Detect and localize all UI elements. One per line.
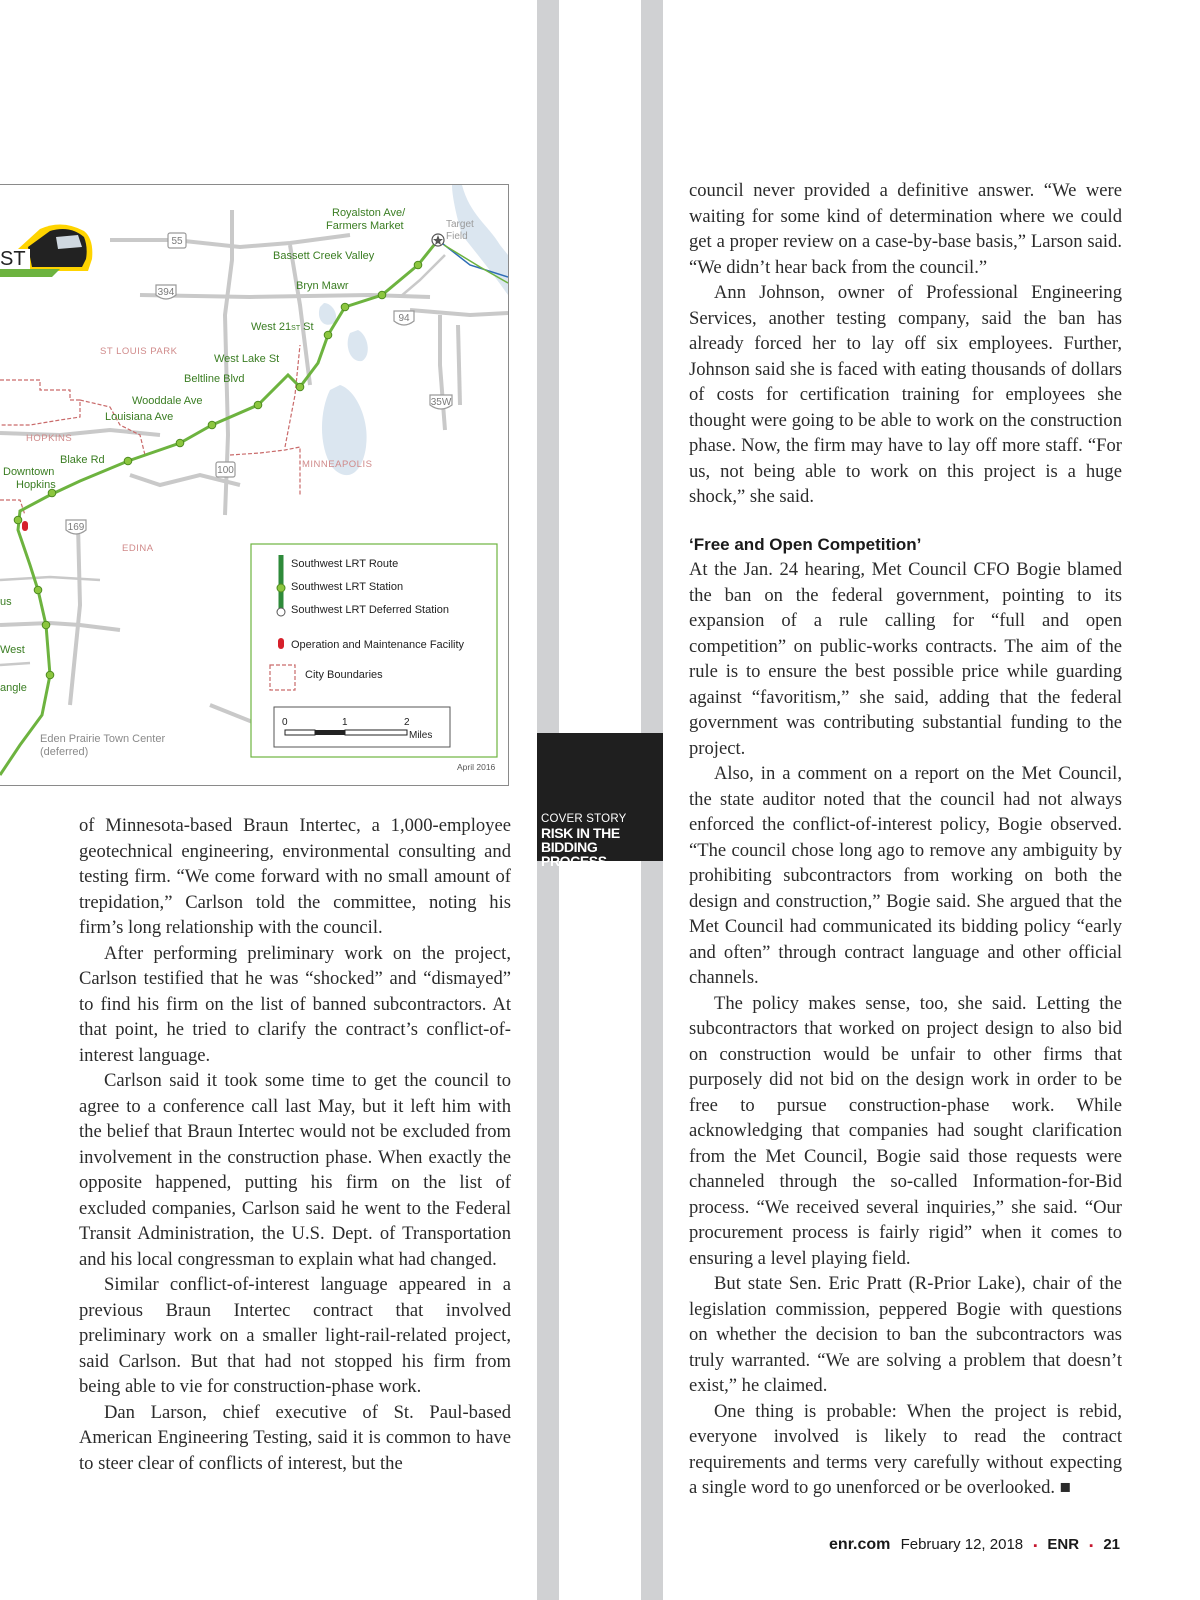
scale-bar-box [274, 707, 450, 747]
label-bryn-mawr: Bryn Mawr [296, 280, 349, 292]
left-paragraph: Similar conflict-of-interest language appeared in a previous Braun Intertec contract that involved preliminary work on a smaller light-rail-related project, said Carlson. But that had not stopped his firm from being able to vie for construction-phase work. [79, 1274, 511, 1397]
cover-story-kicker: COVER STORY [541, 813, 627, 825]
page-footer [829, 1536, 1120, 1554]
map-canvas [0, 185, 508, 785]
shield-55: 55 [171, 236, 183, 247]
label-eden-prairie: Eden Prairie Town Center [40, 733, 166, 745]
legend-deferred-label: Southwest LRT Deferred Station [291, 604, 449, 616]
right-paragraph: One thing is probable: When the project is rebid, everyone involved is likely to read the contract requirements and terms very carefully without expecting a single word to go unenforced or be overlooked. ■ [689, 1400, 1122, 1498]
right-paragraph: Also, in a comment on a report on the Met Council, the state auditor noted that the council had not always enforced the conflict-of-interest policy, Bogie observed. “The council chose long ago to remove any ambiguity by prohibiting subcontractors from working on both the design and construction,” Bogie said. She argued that the Met Council had communicated its bidding policy “early and often” through contract language and other official channels. [689, 763, 1122, 988]
station-dot-royalston [414, 261, 422, 269]
station-dot-beltline [254, 401, 262, 409]
left-paragraph: Dan Larson, chief executive of St. Paul-based American Engineering Testing, said it is common to have to steer clear of conflicts of interest, but the [79, 1401, 511, 1474]
left-paragraph: of Minnesota-based Braun Intertec, a 1,000-employee geotechnical engineering, environmental consulting and testing firm. “We come forward with no small amount of trepidation,” Carlson told the committee, noting his firm’s long relationship with the council. [79, 815, 511, 938]
highway-shields [66, 233, 452, 534]
footer-bullet: ▪ [1089, 1540, 1094, 1552]
station-dot-bassett [378, 291, 386, 299]
left-paragraph: After performing preliminary work on the project, Carlson testified that he was “shocked” and “dismayed” to find his firm on the list of banned subcontractors. At that point, he tried to clarify the contract’s conflict-of-interest language. [79, 942, 511, 1066]
label-eden-prairie-2: (deferred) [40, 746, 89, 758]
station-dot-west [42, 621, 50, 629]
label-minneapolis: MINNEAPOLIS [302, 459, 373, 470]
station-dot-blake [124, 457, 132, 465]
label-angle-fragment: angle [0, 682, 27, 694]
right-paragraph: council never provided a definitive answer. “We were waiting for some kind of determination where we could get a proper review on a case-by-base basis,” Larson said. “We didn’t hear back from the council.” [689, 180, 1122, 278]
station-dot-shady-oak [14, 516, 22, 524]
right-paragraph: But state Sen. Eric Pratt (R-Prior Lake), chair of the legislation commission, peppered Bogie with questions on whether the decision to ban the subcontractors was truly warranted. “We are solving a problem that doesn’t exist,” he claimed. [689, 1273, 1122, 1396]
right-paragraph: Ann Johnson, owner of Professional Engineering Services, another testing company, said the ban has already forced her to lay off six employees. Further, Johnson said she is faced with eating thousands of dollars of costs for certification training for employees she thought were going to be able to work on the construction phase. Now, the firm may have to lay off more staff. “For us, not being able to work on this project is a huge shock,” she said. [689, 282, 1122, 507]
cover-story-tag [537, 733, 663, 869]
label-wooddale: Wooddale Ave [132, 395, 203, 407]
label-st-louis-park: ST LOUIS PARK [100, 346, 178, 357]
cover-story-title: RISK IN THE BIDDING PROCESS [541, 825, 620, 869]
label-downtown-hopkins: Downtown [3, 466, 55, 478]
label-west-fragment: West [0, 644, 25, 656]
target-field-star-icon [432, 234, 444, 246]
label-us-fragment: us [0, 596, 12, 608]
scale-1: 1 [342, 717, 348, 728]
footer-site: enr.com [829, 1536, 891, 1553]
station-dot-west-21st [324, 331, 332, 339]
label-target-field: Target [446, 219, 474, 230]
legend-deferred-icon [277, 608, 285, 616]
legend-omf-icon [278, 638, 284, 649]
label-hopkins: HOPKINS [26, 433, 73, 444]
legend-omf-label: Operation and Maintenance Facility [291, 639, 465, 651]
shield-35w: 35W [430, 397, 452, 408]
brand-fragment: ST [0, 248, 26, 270]
route-map [0, 184, 509, 786]
map-date: April 2016 [457, 762, 496, 772]
page-number: 21 [1103, 1536, 1120, 1553]
label-louisiana: Louisiana Ave [105, 411, 174, 423]
label-downtown-hopkins-2: Hopkins [16, 479, 56, 491]
footer-bullet: ▪ [1033, 1540, 1038, 1552]
omf-marker [22, 521, 28, 531]
scale-2: 2 [404, 717, 410, 728]
station-dot-wooddale [208, 421, 216, 429]
label-royalston-2: Farmers Market [326, 220, 404, 232]
shield-100: 100 [217, 465, 234, 476]
shield-169: 169 [67, 522, 85, 533]
legend-station-label: Southwest LRT Station [291, 581, 404, 593]
right-paragraph: At the Jan. 24 hearing, Met Council CFO Bogie blamed the ban on the federal government, pointing to its expansion of a rule calling for “full and open competition” on public-works contracts. The aim of the rule is to ensure the best possible price while guarding against “favoritism,” she said, adding that the federal government was contributing substantial funding to the project. [689, 559, 1122, 759]
lake-isles [348, 330, 368, 361]
right-paragraph: The policy makes sense, too, she said. Letting the subcontractors that worked on project design to also bid on construction would be unfair to other firms that purposely did not bid on the design work in order to be free to pursue construction-phase work. While acknowledging that companies had sought clarification from the Met Council, Bogie said those requests were channeled through the so-called Information-for-Bid process. “We received several inquiries,” she said. “Our procurement process is fairly rigid” when it comes to ensuring a level playing field. [689, 992, 1122, 1269]
legend-route-label: Southwest LRT Route [291, 558, 399, 570]
legend-city-label: City Boundaries [305, 669, 383, 681]
shield-394: 394 [157, 287, 175, 298]
footer-date: February 12, 2018 [900, 1536, 1024, 1553]
map-legend [251, 544, 497, 757]
left-paragraph: Carlson said it took some time to get the council to agree to a conference call last May, but it left him with the belief that Braun Intertec would not be excluded from involvement in the construction phase. When exactly the opposite happened, putting his firm on the list of excluded companies, Carlson said he went to the Federal Transit Administration, the U.S. Dept. of Transportation and his local congressman to explain what had changed. [79, 1070, 511, 1270]
scale-unit: Miles [409, 730, 433, 741]
left-article-column [79, 813, 511, 1476]
footer-magazine: ENR [1047, 1536, 1080, 1553]
label-west-21st: West 21ST St [251, 321, 314, 333]
label-blake: Blake Rd [60, 454, 105, 466]
label-bassett-creek: Bassett Creek Valley [273, 250, 375, 262]
shield-94: 94 [398, 313, 410, 324]
station-dot-us [34, 586, 42, 594]
right-article-column [689, 178, 1122, 1501]
label-target-field-2: Field [446, 231, 468, 242]
lake-cedar [319, 303, 336, 325]
scale-0: 0 [282, 717, 288, 728]
label-west-lake: West Lake St [214, 353, 280, 365]
section-subhead: ‘Free and Open Competition’ [689, 534, 922, 554]
label-edina: EDINA [122, 543, 154, 554]
label-beltline: Beltline Blvd [184, 373, 245, 385]
lrt-train-logo [0, 224, 92, 277]
label-royalston: Royalston Ave/ [332, 207, 406, 219]
station-dot-angle [46, 671, 54, 679]
legend-station-icon [277, 584, 285, 592]
station-dot-west-lake [296, 383, 304, 391]
station-dot-louisiana [176, 439, 184, 447]
station-dot-bryn-mawr [341, 303, 349, 311]
